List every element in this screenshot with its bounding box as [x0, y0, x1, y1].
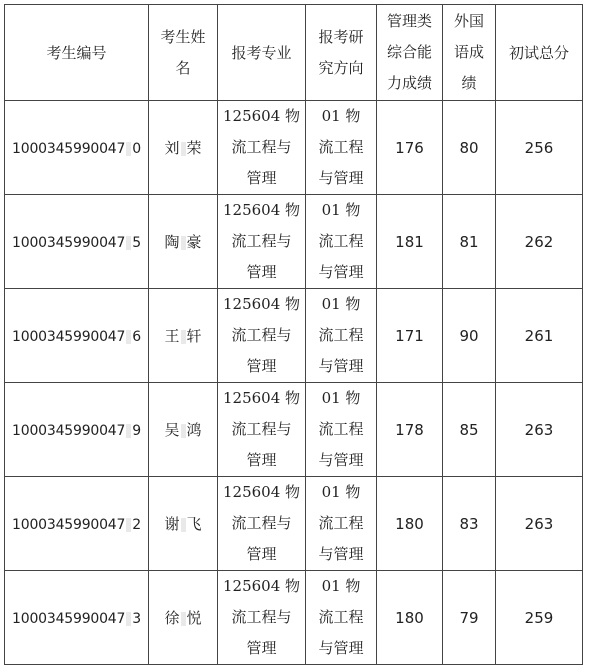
- header-direction: 报考研 究方向: [306, 5, 377, 101]
- cell-mgmt-score: 178: [377, 383, 443, 477]
- header-name: 考生姓 名: [149, 5, 218, 101]
- table-row: [5, 289, 583, 383]
- cell-total-score: 261: [496, 289, 583, 383]
- cell-candidate-id: 1000345990047 9: [5, 383, 149, 477]
- redaction-mark: [181, 612, 186, 626]
- cell-mgmt-score: 176: [377, 101, 443, 195]
- cell-major: 125604 物 流工程与 管理: [218, 477, 306, 571]
- cell-direction: 01 物 流工程 与管理: [306, 383, 377, 477]
- cell-candidate-name: 吴 鸿: [149, 383, 218, 477]
- redaction-mark: [181, 236, 186, 250]
- cell-candidate-id: 1000345990047 0: [5, 101, 149, 195]
- score-table: [4, 4, 583, 665]
- cell-candidate-name: 刘 荣: [149, 101, 218, 195]
- cell-candidate-id: 1000345990047 6: [5, 289, 149, 383]
- table-row: [5, 101, 583, 195]
- table-row: [5, 477, 583, 571]
- redaction-mark: [181, 142, 186, 156]
- cell-major: 125604 物 流工程与 管理: [218, 195, 306, 289]
- redaction-mark: [126, 142, 131, 156]
- table-row: [5, 195, 583, 289]
- redaction-mark: [126, 612, 131, 626]
- cell-foreign-score: 85: [443, 383, 496, 477]
- cell-major: 125604 物 流工程与 管理: [218, 101, 306, 195]
- cell-mgmt-score: 180: [377, 477, 443, 571]
- redaction-mark: [181, 518, 186, 532]
- cell-foreign-score: 81: [443, 195, 496, 289]
- cell-total-score: 259: [496, 571, 583, 665]
- cell-foreign-score: 79: [443, 571, 496, 665]
- cell-total-score: 262: [496, 195, 583, 289]
- cell-mgmt-score: 171: [377, 289, 443, 383]
- cell-direction: 01 物 流工程 与管理: [306, 195, 377, 289]
- redaction-mark: [181, 424, 186, 438]
- cell-foreign-score: 80: [443, 101, 496, 195]
- cell-mgmt-score: 180: [377, 571, 443, 665]
- redaction-mark: [181, 330, 186, 344]
- cell-foreign-score: 83: [443, 477, 496, 571]
- header-row: [5, 5, 583, 101]
- cell-direction: 01 物 流工程 与管理: [306, 477, 377, 571]
- cell-candidate-id: 1000345990047 2: [5, 477, 149, 571]
- cell-candidate-id: 1000345990047 3: [5, 571, 149, 665]
- cell-candidate-id: 1000345990047 5: [5, 195, 149, 289]
- cell-candidate-name: 谢 飞: [149, 477, 218, 571]
- cell-major: 125604 物 流工程与 管理: [218, 289, 306, 383]
- cell-candidate-name: 徐 悦: [149, 571, 218, 665]
- redaction-mark: [126, 424, 131, 438]
- redaction-mark: [126, 518, 131, 532]
- cell-major: 125604 物 流工程与 管理: [218, 383, 306, 477]
- header-mgmt-score: 管理类 综合能 力成绩: [377, 5, 443, 101]
- cell-direction: 01 物 流工程 与管理: [306, 571, 377, 665]
- redaction-mark: [126, 330, 131, 344]
- header-total-score: 初试总分: [496, 5, 583, 101]
- table-body: [5, 101, 583, 665]
- cell-major: 125604 物 流工程与 管理: [218, 571, 306, 665]
- cell-candidate-name: 陶 豪: [149, 195, 218, 289]
- redaction-mark: [126, 236, 131, 250]
- header-foreign-score: 外国 语成 绩: [443, 5, 496, 101]
- cell-foreign-score: 90: [443, 289, 496, 383]
- header-id: 考生编号: [5, 5, 149, 101]
- header-major: 报考专业: [218, 5, 306, 101]
- cell-direction: 01 物 流工程 与管理: [306, 101, 377, 195]
- cell-total-score: 256: [496, 101, 583, 195]
- table-row: [5, 571, 583, 665]
- table-row: [5, 383, 583, 477]
- cell-direction: 01 物 流工程 与管理: [306, 289, 377, 383]
- cell-mgmt-score: 181: [377, 195, 443, 289]
- cell-total-score: 263: [496, 477, 583, 571]
- cell-total-score: 263: [496, 383, 583, 477]
- cell-candidate-name: 王 轩: [149, 289, 218, 383]
